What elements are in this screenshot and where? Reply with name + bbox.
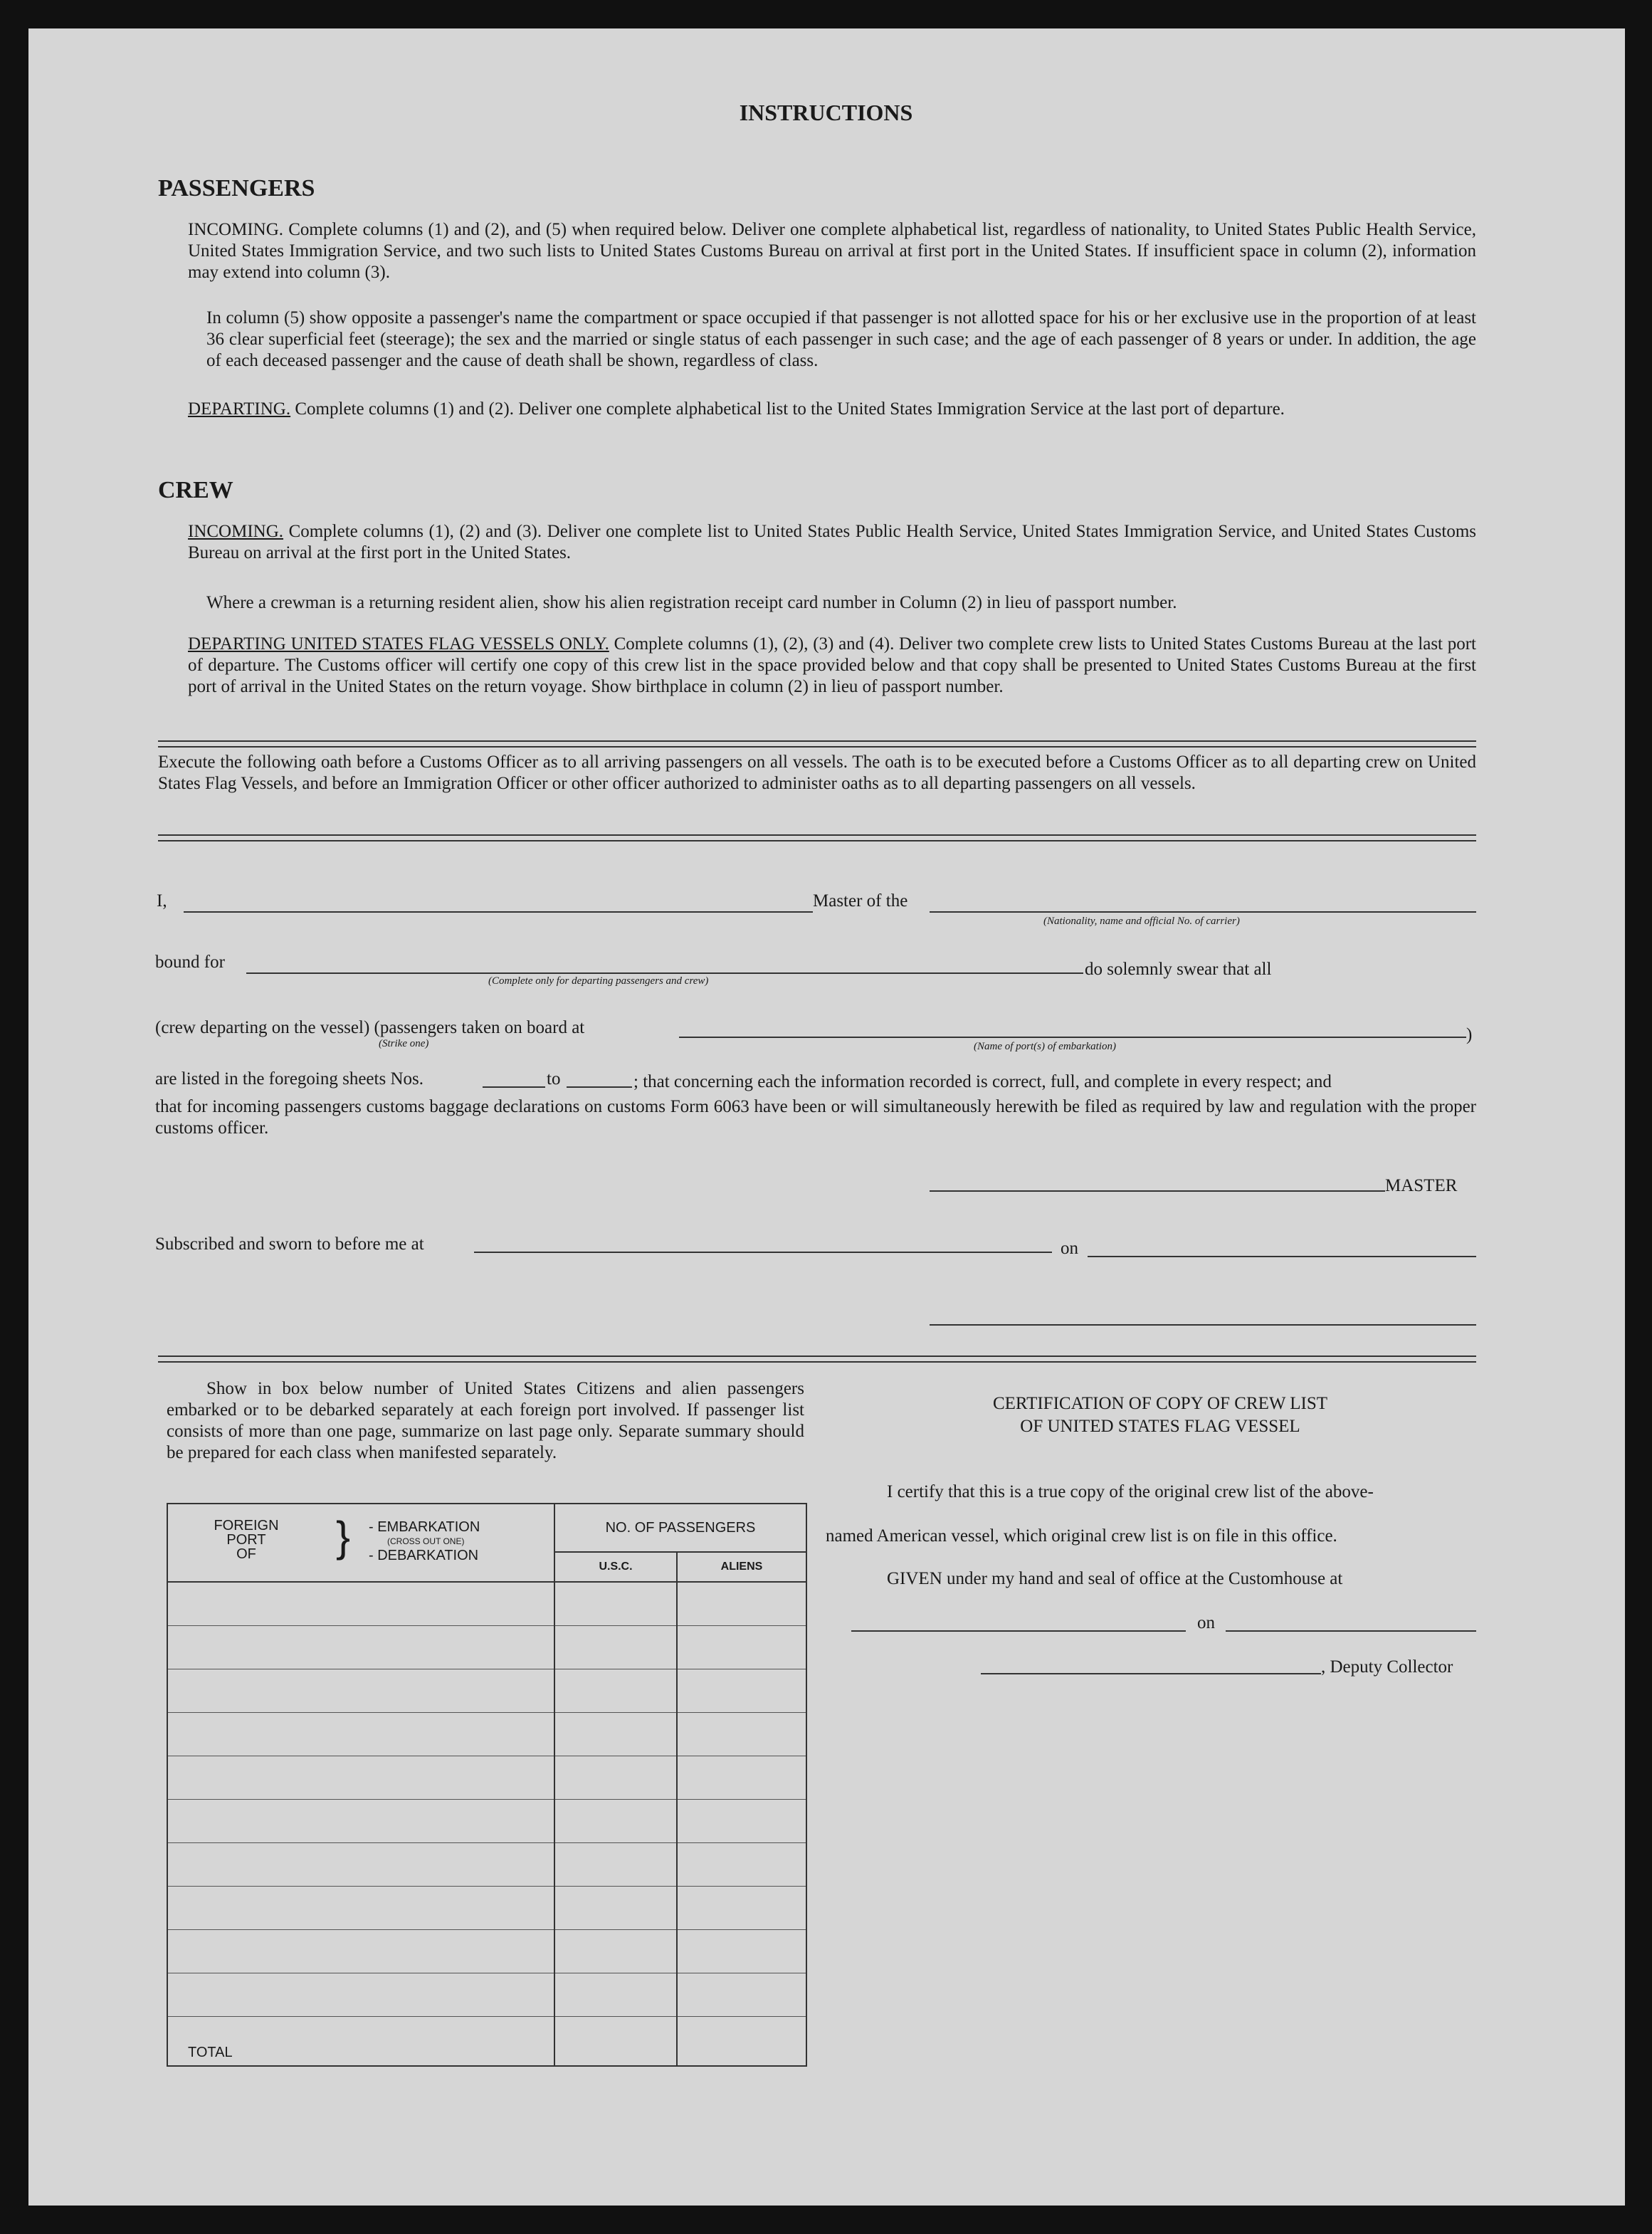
crew-incoming-label: INCOMING.: [188, 522, 284, 541]
embarkation-label: - EMBARKATION: [369, 1519, 480, 1535]
officer-signature-line[interactable]: [930, 1324, 1476, 1326]
certification-heading: [819, 1393, 1502, 1438]
ports-line[interactable]: [679, 1037, 1466, 1038]
given-line: GIVEN under my hand and seal of office at the Customhouse at: [887, 1569, 1343, 1588]
crew-departing-text: Complete columns (1), (2), (3) and (4). Deliver two complete crew lists to United States Customs Bureau at the last port of departure. The Customs officer will certify one copy of this crew list in the space provided below and that copy shall be presented to United States Customs Bureau at the first port of arrival in the United States on the return voyage. Show birthplace in column (2) in lieu of passport number.: [188, 634, 1476, 696]
divider: [158, 740, 1476, 748]
total-label: TOTAL: [167, 2017, 554, 2067]
no-passengers-header: NO. OF PASSENGERS: [554, 1504, 806, 1552]
deputy-signature-line[interactable]: [981, 1673, 1321, 1674]
passenger-summary-table: [167, 1503, 807, 2067]
table-row: [167, 1800, 806, 1843]
master-signature-label: MASTER: [1385, 1176, 1458, 1195]
of-label: OF: [236, 1546, 256, 1562]
bound-for-line[interactable]: [246, 972, 1083, 974]
table-row: [167, 1973, 806, 2017]
swear-label: do solemnly swear that all: [1085, 960, 1272, 979]
divider: [158, 1355, 1476, 1363]
foreign-label: FOREIGN: [214, 1518, 279, 1533]
customhouse-line[interactable]: [851, 1630, 1186, 1632]
crew-incoming-paragraph: [188, 521, 1476, 564]
table-row: [167, 1843, 806, 1887]
aliens-header: ALIENS: [677, 1552, 806, 1582]
passengers-incoming-text: Complete columns (1) and (2), and (5) when required below. Deliver one complete alphabetical list, regardless of nationality, to United States Public Health Service, United States Immigration Service, and two such lists to United States Customs Bureau on arrival at first port in the United States. If insufficient space in column (2), information may extend into column (3).: [188, 220, 1477, 282]
crew-incoming-text: Complete columns (1), (2) and (3). Deliver one complete list to United States Public Health Service, United States Immigration Service, and United States Customs Bureau on arrival at the first port in the United States.: [188, 522, 1477, 562]
total-row: [167, 2017, 806, 2067]
crew-departing-paragraph: [188, 634, 1476, 698]
passengers-incoming-label: INCOMING.: [188, 220, 284, 239]
table-row: [167, 1582, 806, 1626]
page-title: INSTRUCTIONS: [739, 100, 913, 125]
table-row: [167, 1626, 806, 1669]
listed-label-2: ; that concerning each the information recorded is correct, full, and complete in every respect; and: [633, 1072, 1332, 1091]
passengers-departing-text: Complete columns (1) and (2). Deliver one complete alphabetical list to the United States Immigration Service at the last port of departure.: [295, 399, 1285, 419]
certify-line-1: I certify that this is a true copy of the original crew list of the above-: [887, 1482, 1374, 1501]
deputy-collector-label: , Deputy Collector: [1321, 1657, 1453, 1677]
passengers-departing-paragraph: [188, 399, 1476, 420]
oath-i-label: I,: [157, 891, 167, 911]
listed-to-label: to: [547, 1069, 561, 1089]
debarkation-label: - DEBARKATION: [369, 1548, 479, 1563]
table-row: [167, 1713, 806, 1756]
bound-for-label: bound for: [155, 953, 225, 972]
port-header-cell: [167, 1504, 554, 1582]
certify-line-2: named American vessel, which original crew list is on file in this office.: [826, 1526, 1337, 1546]
crew-resident-paragraph: Where a crewman is a returning resident alien, show his alien registration receipt card number in Column (2) in lieu of passport number.: [206, 593, 1177, 612]
table-row: [167, 1669, 806, 1713]
sworn-date-line[interactable]: [1088, 1256, 1476, 1257]
table-row: [167, 1756, 806, 1800]
complete-only-caption: (Complete only for departing passengers and crew): [488, 975, 709, 987]
certification-heading-2: OF UNITED STATES FLAG VESSEL: [1020, 1417, 1300, 1436]
cross-out-label: (CROSS OUT ONE): [387, 1536, 465, 1546]
sheet-to-line[interactable]: [567, 1086, 632, 1088]
port-label: PORT: [226, 1532, 266, 1548]
sworn-place-line[interactable]: [474, 1252, 1052, 1253]
passengers-column5-paragraph: In column (5) show opposite a passenger's name the compartment or space occupied if that passenger is not allotted space for his or her exclusive use in the proportion of at least 36 clear superficial feet (steerage); the sex and the married or single status of each passenger in such case; and the age of each passenger of 8 years or under. In addition, the age of each deceased passenger and the cause of death shall be shown, regardless of class.: [206, 308, 1476, 370]
close-paren: ): [1466, 1025, 1473, 1044]
oath-intro: Execute the following oath before a Customs Officer as to all arriving passengers on all vessels. The oath is to be executed before a Customs Officer as to all departing crew on United States Flag Vessels, and before an Immigration Officer or other officer authorized to administer oaths as to all departing passengers on all vessels.: [158, 752, 1476, 793]
passengers-incoming-paragraph: [188, 219, 1476, 283]
ports-caption: (Name of port(s) of embarkation): [974, 1041, 1116, 1052]
crew-departing-label: DEPARTING UNITED STATES FLAG VESSELS ONLY.: [188, 634, 609, 654]
usc-header: U.S.C.: [554, 1552, 677, 1582]
table-row: [167, 1930, 806, 1973]
summary-instructions: Show in box below number of United States Citizens and alien passengers embarked or to be debarked separately at each foreign port involved. If passenger list consists of more than one page, summarize on last page only. Separate summary should be prepared for each class when manifested separately.: [167, 1379, 804, 1462]
passengers-heading: PASSENGERS: [158, 175, 315, 201]
cert-date-line[interactable]: [1226, 1630, 1476, 1632]
listed-label-3: that for incoming passengers customs baggage declarations on customs Form 6063 have been or will simultaneously herewith be filed as required by law and regulation with the proper customs officer.: [155, 1097, 1476, 1138]
sheet-from-line[interactable]: [483, 1086, 545, 1088]
subscribed-label: Subscribed and sworn to before me at: [155, 1234, 424, 1254]
divider: [158, 834, 1476, 841]
sworn-on-label: on: [1061, 1239, 1078, 1258]
passengers-departing-label: DEPARTING.: [188, 399, 291, 419]
cert-on-label: on: [1197, 1613, 1215, 1632]
certification-heading-1: CERTIFICATION OF COPY OF CREW LIST: [992, 1394, 1328, 1413]
master-of-label: Master of the: [813, 891, 908, 911]
brace-icon: }: [336, 1513, 351, 1561]
crew-passengers-label: (crew departing on the vessel) (passengers taken on board at: [155, 1018, 585, 1037]
master-name-line[interactable]: [184, 911, 813, 913]
table-row: [167, 1887, 806, 1930]
carrier-line[interactable]: [930, 911, 1476, 913]
crew-heading: CREW: [158, 477, 233, 503]
strike-one-caption: (Strike one): [379, 1038, 429, 1049]
master-signature-line[interactable]: [930, 1190, 1385, 1192]
listed-label-1: are listed in the foregoing sheets Nos.: [155, 1069, 423, 1089]
nationality-caption: (Nationality, name and official No. of carrier): [1043, 916, 1240, 927]
